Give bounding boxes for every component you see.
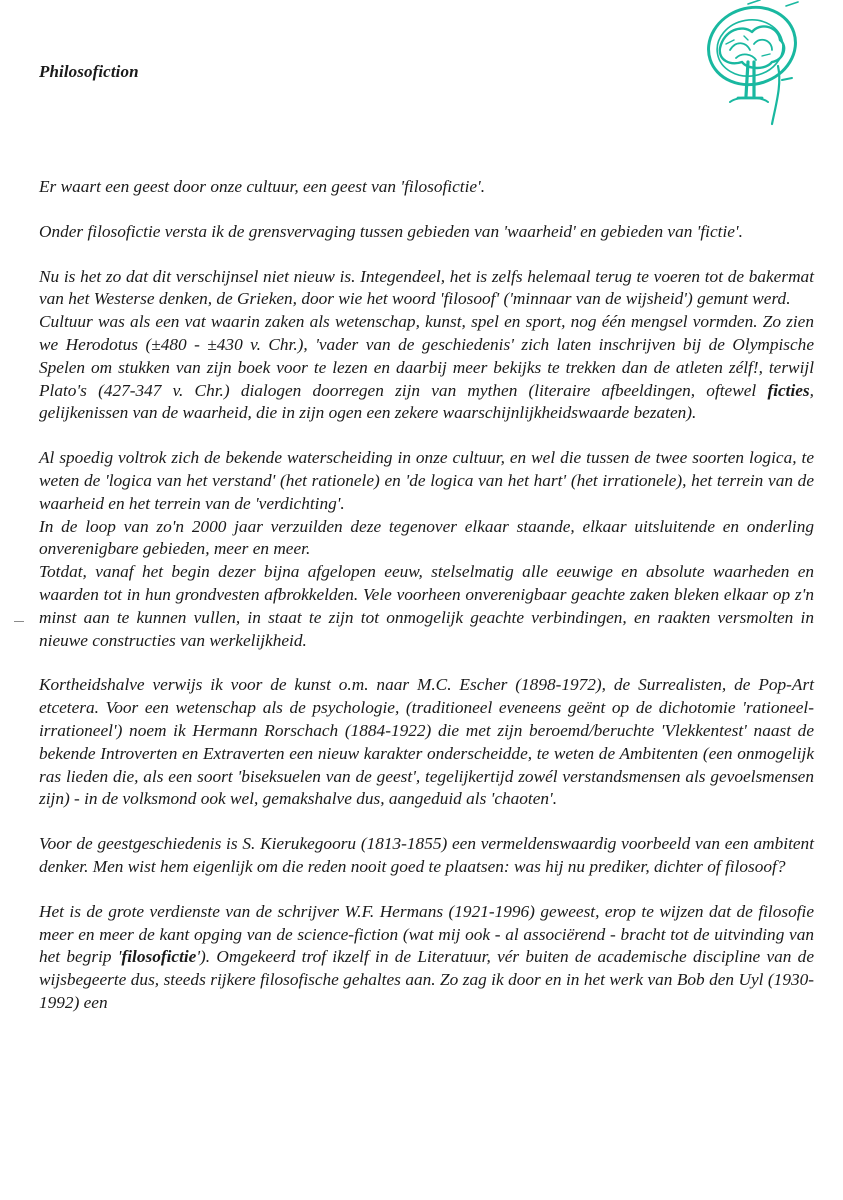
stray-mark [14, 621, 24, 622]
paragraph-gap [39, 811, 814, 833]
body-paragraph: Nu is het zo dat dit verschijnsel niet nieuw is. Integendeel, het is zelfs helemaal terug te voeren tot de bakermat van het Westerse denken, de Grieken, door wie het woord 'filosoof' ('minnaar van de wijsheid') gemunt werd. [39, 266, 814, 309]
body-paragraph: Kortheidshalve verwijs ik voor de kunst o.m. naar M.C. Escher (1898-1972), de Surrealisten, de Pop-Art etcetera. Voor een wetenschap als de psychologie, (traditioneel eveneens geënt op de dichotomie 'rationeel-irrationeel') noem ik Hermann Rorschach (1884-1922) die met zijn beroemd/beruchte 'Vlekkentest' naast de bekende Introverten en Extraverten een nieuw karakter onderscheidde, te weten de Ambitenten (een onmogelijk ras lieden die, als een soort 'biseksuelen van de geest', tegelijkertijd zowél verstandsmensen als gevoelsmensen zijn) - in de volksmond ook wel, gemakshalve dus, aangeduid als 'chaoten'. [39, 675, 814, 809]
body-paragraph: Totdat, vanaf het begin dezer bijna afgelopen eeuw, stelselmatig alle eeuwige en absolute waarheden en waarden tot in hun grondvesten afbrokkelden. Vele voorheen onverenigbaar geachte zaken bleken elkaar op z'n minst aan te kunnen vullen, in staat te zijn tot onmogelijk geachte verbindingen, en raakten versmolten in nieuwe constructies van werkelijkheid. [39, 562, 814, 650]
body-paragraph: In de loop van zo'n 2000 jaar verzuilden deze tegenover elkaar staande, elkaar uitsluitende en onderling onverenigbare gebieden, meer en meer. [39, 516, 814, 559]
paragraph-gap [39, 879, 814, 901]
body-paragraph: Al spoedig voltrok zich de bekende waterscheiding in onze cultuur, en wel die tussen de twee soorten logica, te weten de 'logica van het verstand' (het rationele) en 'de logica van het hart' (het irrationele), het terrein van de waarheid en het terrein van de 'verdichting'. [39, 448, 814, 513]
document-body [39, 176, 814, 1015]
paragraph-gap [39, 199, 814, 221]
tree-globe-stamp-icon [690, 0, 815, 128]
paragraph-gap [39, 425, 814, 447]
body-paragraph: Onder filosofictie versta ik de grensvervaging tussen gebieden van 'waarheid' en gebieden van 'fictie'. [39, 221, 743, 241]
body-paragraph: Voor de geestgeschiedenis is S. Kierukegooru (1813-1855) een vermeldenswaardig voorbeeld van een ambitent denker. Men wist hem eigenlijk om die reden nooit goed te plaatsen: was hij nu prediker, dichter of filosoof? [39, 834, 814, 876]
document-title: Philosofiction [39, 62, 139, 81]
body-paragraph: Er waart een geest door onze cultuur, een geest van 'filosofictie'. [39, 177, 486, 196]
body-paragraph: Het is de grote verdienste van de schrijver W.F. Hermans (1921-1996) geweest, erop te wijzen dat de filosofie meer en meer de kant opging van de science-fiction (wat mij ook - al associërend - bracht tot de uitvinding van het begrip 'filosofictie'). Omgekeerd trof ikzelf in de Literatuur, vér buiten de academische discipline van de wijsbegeerte dus, steeds rijkere filosofische gehaltes aan. Zo zag ik door en in het werk van Bob den Uyl (1930-1992) een [39, 901, 814, 1012]
paragraph-gap [39, 652, 814, 674]
paragraph-gap [39, 244, 814, 266]
emphasized-term: ficties [767, 380, 810, 400]
emphasized-term: filosofictie [121, 947, 197, 967]
body-paragraph: Cultuur was als een vat waarin zaken als wetenschap, kunst, spel en sport, nog één mengsel vormden. Zo zien we Herodotus (±480 - ±430 v. Chr.), 'vader van de geschiedenis' zich laten inschrijven bij de Olympische Spelen om stukken van zijn boek voor te lezen en daarbij meer bekijks te trekken dan de atleten zélf!, terwijl Plato's (427-347 v. Chr.) dialogen doorregen zijn van mythen (literaire afbeeldingen, oftewel ficties, gelijkenissen van de waarheid, die in zijn ogen een zekere waarschijnlijkheidswaarde bezaten). [39, 312, 814, 423]
